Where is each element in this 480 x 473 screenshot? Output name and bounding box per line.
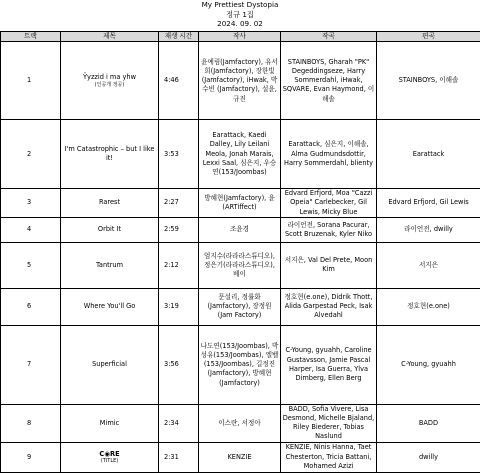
album-header [0,0,480,29]
track-time: 4:46 [159,42,199,120]
track-time: 2:12 [159,242,199,288]
table-row [1,217,480,242]
column-header-lyrics: 작사 [199,32,281,42]
track-composition: STAINBOYS, Gharah "PK" Degeddingseze, Harry Sommerdahl, iHwak, SQVARE, Evan Haymond, 이해솔 [281,42,377,120]
track-title-cell [61,120,159,189]
column-header-track: 트랙 [1,32,61,42]
track-lyrics: KENZIE [199,442,281,472]
column-header-composition: 작곡 [281,32,377,42]
track-title: Orbit It [98,225,121,233]
track-number: 3 [1,189,61,218]
album-edition: 정규 1집 [0,10,480,20]
track-number: 6 [1,288,61,325]
track-title-cell [61,404,159,442]
table-header-row [1,32,480,42]
track-time: 3:19 [159,288,199,325]
track-arrangement: BADD [377,404,480,442]
track-title-cell [61,442,159,472]
track-composition: Edvard Erfjord, Moa "Cazzi Opeia" Carlebecker, Gil Lewis, Micky Blue [281,189,377,218]
table-row [1,442,480,472]
table-row [1,242,480,288]
track-lyrics: 나도연(153/Joombas), 박성유(153/Joombas), 엘벨(153/Joombas), 길정진(Jamfactory), 방혜현(Jamfactory) [199,325,281,404]
track-number: 4 [1,217,61,242]
track-title-cell [61,288,159,325]
track-title-cell [61,325,159,404]
track-number: 1 [1,42,61,120]
track-arrangement: 정호현(e.one) [377,288,480,325]
track-number: 9 [1,442,61,472]
track-lyrics: 이스란, 서정아 [199,404,281,442]
track-time: 2:31 [159,442,199,472]
track-lyrics: 윤예림(Jamfactory), 유서희(Jamfactory), 장한빛(Jamfactory), iHwak, 박수빈 (Jamfactory), 설윤, 규진 [199,42,281,120]
track-arrangement: Earattack [377,120,480,189]
track-time: 3:56 [159,325,199,404]
track-lyrics: 엄지수(라라라스튜디오), 정은기(라라라스튜디오), 베이 [199,242,281,288]
track-title-cell [61,242,159,288]
track-number: 8 [1,404,61,442]
track-subtitle: (인공개 정공) [62,82,157,88]
track-arrangement: dwilly [377,442,480,472]
track-lyrics: Earattack, Kaedi Dalley, Lily Leilani Meola, Jonah Marais, Lexxi Saal, 심은지, 우승연(153/Joombas) [199,120,281,189]
track-lyrics: 조윤경 [199,217,281,242]
track-title-cell [61,217,159,242]
track-composition: BADD, Sofia Vivere, Lisa Desmond, Michelle Bjaland, Riley Biederer, Tobias Naslund [281,404,377,442]
track-arrangement: STAINBOYS, 이해솔 [377,42,480,120]
track-title: Mimic [100,419,119,427]
track-title-cell [61,42,159,120]
track-composition: 서지은, Val Del Prete, Moon Kim [281,242,377,288]
track-arrangement: 라이언전, dwilly [377,217,480,242]
track-arrangement: C-Young, gyuahh [377,325,480,404]
album-date: 2024. 09. 02 [0,19,480,29]
track-title: Ÿyzzid i ma yhw [83,73,136,81]
track-composition: C-Young, gyuahh, Caroline Gustavsson, Jamie Pascal Harper, Isa Guerra, Ylva Dimberg, Ellen Berg [281,325,377,404]
table-row [1,42,480,120]
track-title: Superficial [92,360,127,368]
track-number: 5 [1,242,61,288]
track-number: 7 [1,325,61,404]
track-arrangement: 서지은 [377,242,480,288]
track-subtitle: (TITLE) [62,458,157,464]
track-time: 2:27 [159,189,199,218]
track-lyrics: 문설리, 정률화(Jamfactory), 장정원(Jam Factory) [199,288,281,325]
table-row [1,325,480,404]
table-row [1,189,480,218]
track-table [0,31,480,473]
table-row [1,288,480,325]
track-title: Tantrum [96,261,123,269]
track-time: 2:59 [159,217,199,242]
table-row [1,404,480,442]
track-time: 2:34 [159,404,199,442]
track-title: I'm Catastrophic – but I like it! [65,145,155,162]
track-time: 3:53 [159,120,199,189]
track-composition: 정호현(e.one), Didrik Thott, Alida Garpestad Peck, Isak Alvedahl [281,288,377,325]
track-title-cell [61,189,159,218]
track-number: 2 [1,120,61,189]
track-title: Where You'll Go [84,302,136,310]
track-title: Rarest [99,198,120,206]
column-header-arrangement: 편곡 [377,32,480,42]
album-title: My Prettiest Dystopia [0,0,480,10]
track-title: C◉RE [99,450,119,458]
track-composition: KENZIE, Ninis Hanna, Taet Chesterton, Tricia Battani, Mohamed Azizi [281,442,377,472]
column-header-time: 재생 시간 [159,32,199,42]
table-row [1,120,480,189]
track-composition: Earattack, 심은지, 이해솔, Alma Gudmundsdottir, Harry Sommerdahl, blienty [281,120,377,189]
track-lyrics: 방혜현(Jamfactory), 윤(ARTiffect) [199,189,281,218]
track-arrangement: Edvard Erfjord, Gil Lewis [377,189,480,218]
title-track-logo [62,450,157,464]
column-header-title: 제목 [61,32,159,42]
track-composition: 라이언전, Sorana Pacurar, Scott Bruzenak, Kyler Niko [281,217,377,242]
